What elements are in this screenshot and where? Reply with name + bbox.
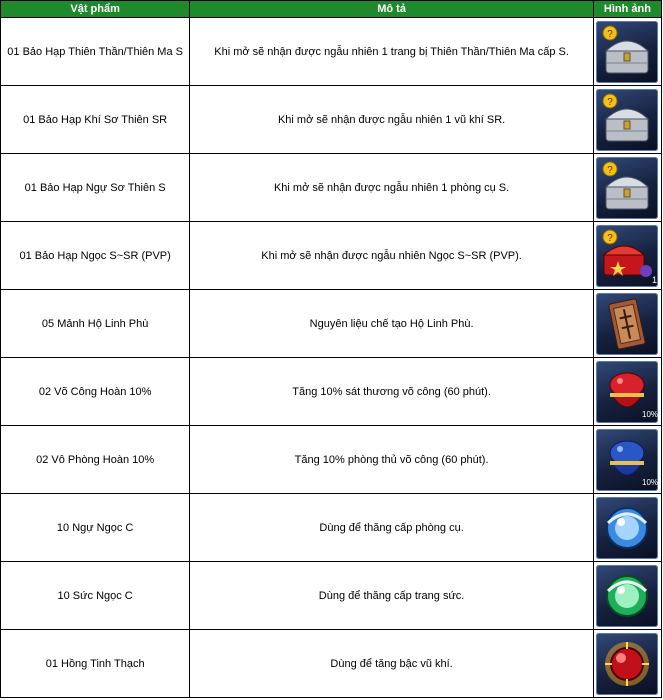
item-name: 02 Vô Phòng Hoàn 10% — [1, 426, 190, 494]
item-image-cell — [593, 222, 661, 290]
silver-chest-icon — [596, 89, 658, 151]
item-description: Nguyên liệu chế tạo Hộ Linh Phù. — [190, 290, 594, 358]
silver-chest-icon — [596, 157, 658, 219]
item-description: Dùng để thăng cấp phòng cụ. — [190, 494, 594, 562]
item-name: 01 Bảo Hạp Thiên Thần/Thiên Ma S — [1, 18, 190, 86]
red-gem-icon — [596, 633, 658, 695]
silver-chest-icon — [596, 21, 658, 83]
item-name: 01 Hồng Tinh Thạch — [1, 630, 190, 698]
table-row — [1, 86, 662, 154]
item-image-cell — [593, 630, 661, 698]
item-image-cell — [593, 154, 661, 222]
red-pill-jar-icon — [596, 361, 658, 423]
table-row — [1, 358, 662, 426]
item-image-cell — [593, 86, 661, 154]
item-description: Khi mở sẽ nhận được ngẫu nhiên Ngọc S~SR (PVP). — [190, 222, 594, 290]
item-description: Dùng để thăng cấp trang sức. — [190, 562, 594, 630]
item-name: 02 Võ Công Hoàn 10% — [1, 358, 190, 426]
table-row — [1, 562, 662, 630]
item-description: Khi mở sẽ nhận được ngẫu nhiên 1 phòng cụ S. — [190, 154, 594, 222]
item-name: 10 Ngự Ngọc C — [1, 494, 190, 562]
item-description: Tăng 10% sát thương võ công (60 phút). — [190, 358, 594, 426]
table-row — [1, 494, 662, 562]
table-row — [1, 222, 662, 290]
item-image-cell — [593, 562, 661, 630]
item-description: Khi mở sẽ nhận được ngẫu nhiên 1 trang bị Thiên Thần/Thiên Ma cấp S. — [190, 18, 594, 86]
item-image-cell — [593, 290, 661, 358]
item-image-cell — [593, 18, 661, 86]
blue-orb-icon — [596, 497, 658, 559]
item-description: Tăng 10% phòng thủ võ công (60 phút). — [190, 426, 594, 494]
talisman-icon — [596, 293, 658, 355]
header-item: Vật phẩm — [1, 1, 190, 18]
item-image-cell — [593, 358, 661, 426]
item-name: 01 Bảo Hạp Ngọc S~SR (PVP) — [1, 222, 190, 290]
table-row — [1, 290, 662, 358]
item-description: Khi mở sẽ nhận được ngẫu nhiên 1 vũ khí SR. — [190, 86, 594, 154]
svg-text:?: ? — [607, 96, 614, 108]
blue-pill-jar-icon — [596, 429, 658, 491]
svg-text:?: ? — [607, 28, 614, 40]
header-description: Mô tả — [190, 1, 594, 18]
table-row — [1, 154, 662, 222]
svg-text:?: ? — [607, 164, 614, 176]
item-name: 01 Bảo Hạp Khí Sơ Thiên SR — [1, 86, 190, 154]
header-image: Hình ảnh — [593, 1, 661, 18]
item-image-cell — [593, 426, 661, 494]
svg-text:1: 1 — [652, 274, 658, 285]
item-name: 10 Sức Ngọc C — [1, 562, 190, 630]
header-row — [1, 1, 662, 18]
green-orb-icon — [596, 565, 658, 627]
item-description: Dùng để tăng bậc vũ khí. — [190, 630, 594, 698]
item-name: 05 Mảnh Hộ Linh Phù — [1, 290, 190, 358]
svg-text:?: ? — [607, 232, 614, 244]
svg-text:10%: 10% — [642, 409, 659, 419]
table-row — [1, 18, 662, 86]
svg-text:10%: 10% — [642, 477, 659, 487]
item-image-cell — [593, 494, 661, 562]
table-row — [1, 630, 662, 698]
item-name: 01 Bảo Hạp Ngự Sơ Thiên S — [1, 154, 190, 222]
red-chest-icon — [596, 225, 658, 287]
table-row — [1, 426, 662, 494]
